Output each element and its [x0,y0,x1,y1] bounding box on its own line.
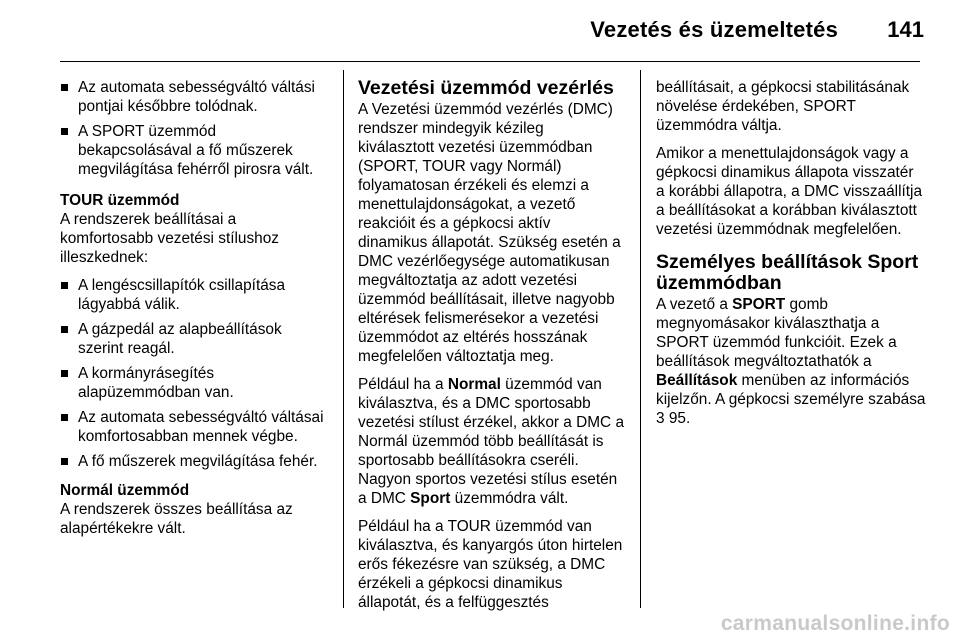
tour-heading: TOUR üzemmód [60,192,180,209]
list-item: Az automata sebességváltó váltási pontjai későbbre tolódnak. [60,78,328,116]
tour-example-paragraph: Például ha a TOUR üzemmód van kiválasztva, és kanyargós úton hirtelen erős fékezésre van szükség, a DMC érzékeli a gépkocsi dinamikus állapotát, és a felfüggesztés [358,518,623,611]
column-left [60,78,328,547]
normal-text: A rendszerek összes beállítása az alapértékekre vált. [60,501,293,537]
column-middle [358,78,624,621]
page-header [0,0,960,60]
normal-mode-term: Normal [447,376,501,393]
list-item: A kormányrásegítés alapüzemmódban van. [60,364,328,402]
sport-bullet-list [60,78,328,179]
list-item: A fő műszerek megvilágítása fehér. [60,452,328,471]
sport-mode-term: Sport [410,490,451,507]
personal-settings-paragraph: A vezető a SPORT gomb megnyomásakor kiválaszthatja a SPORT üzemmód funkcióit. Ezek a beállítások megváltoztathatók a Beállítások menüben az információs kijelzőn. A gépkocsi személyre szabása 3 95. [656,296,926,427]
dmc-heading: Vezetési üzemmód vezérlés [358,77,614,99]
tour-bullet-list [60,276,328,471]
column-divider [640,70,641,608]
column-divider [343,70,344,608]
dmc-example-paragraph: Például ha a Normal üzemmód van kiválasztva, és a DMC sportosabb vezetési stílust érzékel, akkor a DMC a Normál üzemmód több beállítását is sportosabb beállításokra cseréli. Nagyon sportos vezetési stílus esetén a DMC Sport üzemmódra vált. [358,376,625,507]
normal-heading: Normál üzemmód [60,482,190,499]
list-item: A gázpedál az alapbeállítások szerint reagál. [60,320,328,358]
column-right [656,78,926,437]
personal-settings-heading: Személyes beállítások Sport üzemmódban [656,251,919,294]
continued-paragraph: beállításait, a gépkocsi stabilitásának növelése érdekében, SPORT üzemmódra váltja. [656,79,910,134]
tour-intro: A rendszerek beállításai a komfortosabb vezetési stílushoz illeszkednek: [60,211,279,266]
list-item: A lengéscsillapítók csillapítása lágyabbá válik. [60,276,328,314]
settings-menu-term: Beállítások [656,372,738,389]
page-reference-icon: 3 [656,410,665,427]
dmc-paragraph: A Vezetési üzemmód vezérlés (DMC) rendszer mindegyik kézileg kiválasztott vezetési üzemmódban (SPORT, TOUR vagy Normál) folyamatosan érzékeli és elemzi a menettulajdonságokat, a vezető reakcióit és a gépkocsi aktív dinamikus állapotát. Szükség esetén a DMC vezérlőegysége automatikusan megváltoztatja az adott vezetési üzemmód beállításait, illetve nagyobb eltérések felismerésekor a vezetési üzemmódot az eltérés hosszának megfelelően változtatja meg. [358,101,621,365]
page-number: 141 [887,17,924,42]
header-rule [60,61,920,62]
restore-paragraph: Amikor a menettulajdonságok vagy a gépkocsi dinamikus állapota visszatér a korábbi állapotra, a DMC visszaállítja a beállításokat a korábban kiválasztott vezetési üzemmódnak megfelelően. [656,145,923,238]
sport-button-term: SPORT [732,296,786,313]
watermark: carmanualsonline.info [720,612,950,635]
list-item: A SPORT üzemmód bekapcsolásával a fő műszerek megvilágítása fehérről pirosra vált. [60,122,328,179]
page-title: Vezetés és üzemeltetés [590,17,838,42]
list-item: Az automata sebességváltó váltásai komfortosabban mennek végbe. [60,408,328,446]
